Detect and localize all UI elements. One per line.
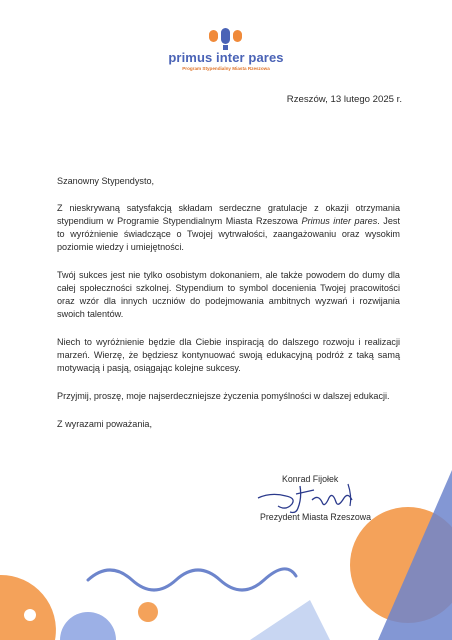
signer-title: Prezydent Miasta Rzeszowa	[260, 512, 371, 522]
paragraph-1-end: . Jest to wyróżnienie świadczące o Twojej wytrwałości, zaangażowaniu oraz wysokim poziomie wiedzy i umiejętności.	[57, 216, 400, 252]
greeting: Szanowny Stypendysto,	[57, 176, 155, 186]
orange-dot-decoration	[138, 602, 158, 622]
light-blue-triangle-decoration	[250, 600, 330, 640]
paragraph-2: Twój sukces jest nie tylko osobistym dokonaniem, ale także powodem do dumy dla całej społeczności szkolnej. Stypendium to symbol docenienia Twojej pracowitości oraz wzór dla innych uczniów do podejmowania ambitnych wyzwań i rozwijania swoich talentów.	[57, 270, 400, 319]
paragraph-3: Niech to wyróżnienie będzie dla Ciebie inspiracją do dalszego rozwoju i realizacji marzeń. Wierzę, że będziesz kontynuować swoją edukacyjną podróż z taką samą motywacją i pasją, osiągając kolejne sukcesy.	[57, 337, 400, 373]
paragraph-4: Przyjmij, proszę, moje najserdeczniejsze życzenia pomyślności w dalszej edukacji.	[57, 391, 390, 401]
brand-logo	[0, 28, 452, 71]
letter-body	[57, 175, 400, 446]
blue-wave-decoration	[88, 569, 296, 590]
primus-logo-icon	[208, 28, 244, 50]
program-name: Primus inter pares	[301, 216, 378, 226]
orange-quarter-decoration	[0, 575, 56, 640]
orange-small-circle-decoration	[24, 609, 36, 621]
letter-date: Rzeszów, 13 lutego 2025 r.	[286, 94, 402, 105]
paragraph-1	[57, 202, 400, 254]
signer-name: Konrad Fijołek	[282, 474, 339, 484]
closing: Z wyrazami poważania,	[57, 419, 153, 429]
brand-subtitle: Program Stypendialny Miasta Rzeszowa	[182, 66, 270, 71]
brand-name: primus inter pares	[168, 50, 284, 65]
paragraph-1-start: Z nieskrywaną satysfakcją składam serdeczne gratulacje z okazji otrzymania stypendium w Programie Stypendialnym Miasta Rzeszowa	[57, 203, 400, 226]
blue-mound-decoration	[60, 612, 116, 640]
